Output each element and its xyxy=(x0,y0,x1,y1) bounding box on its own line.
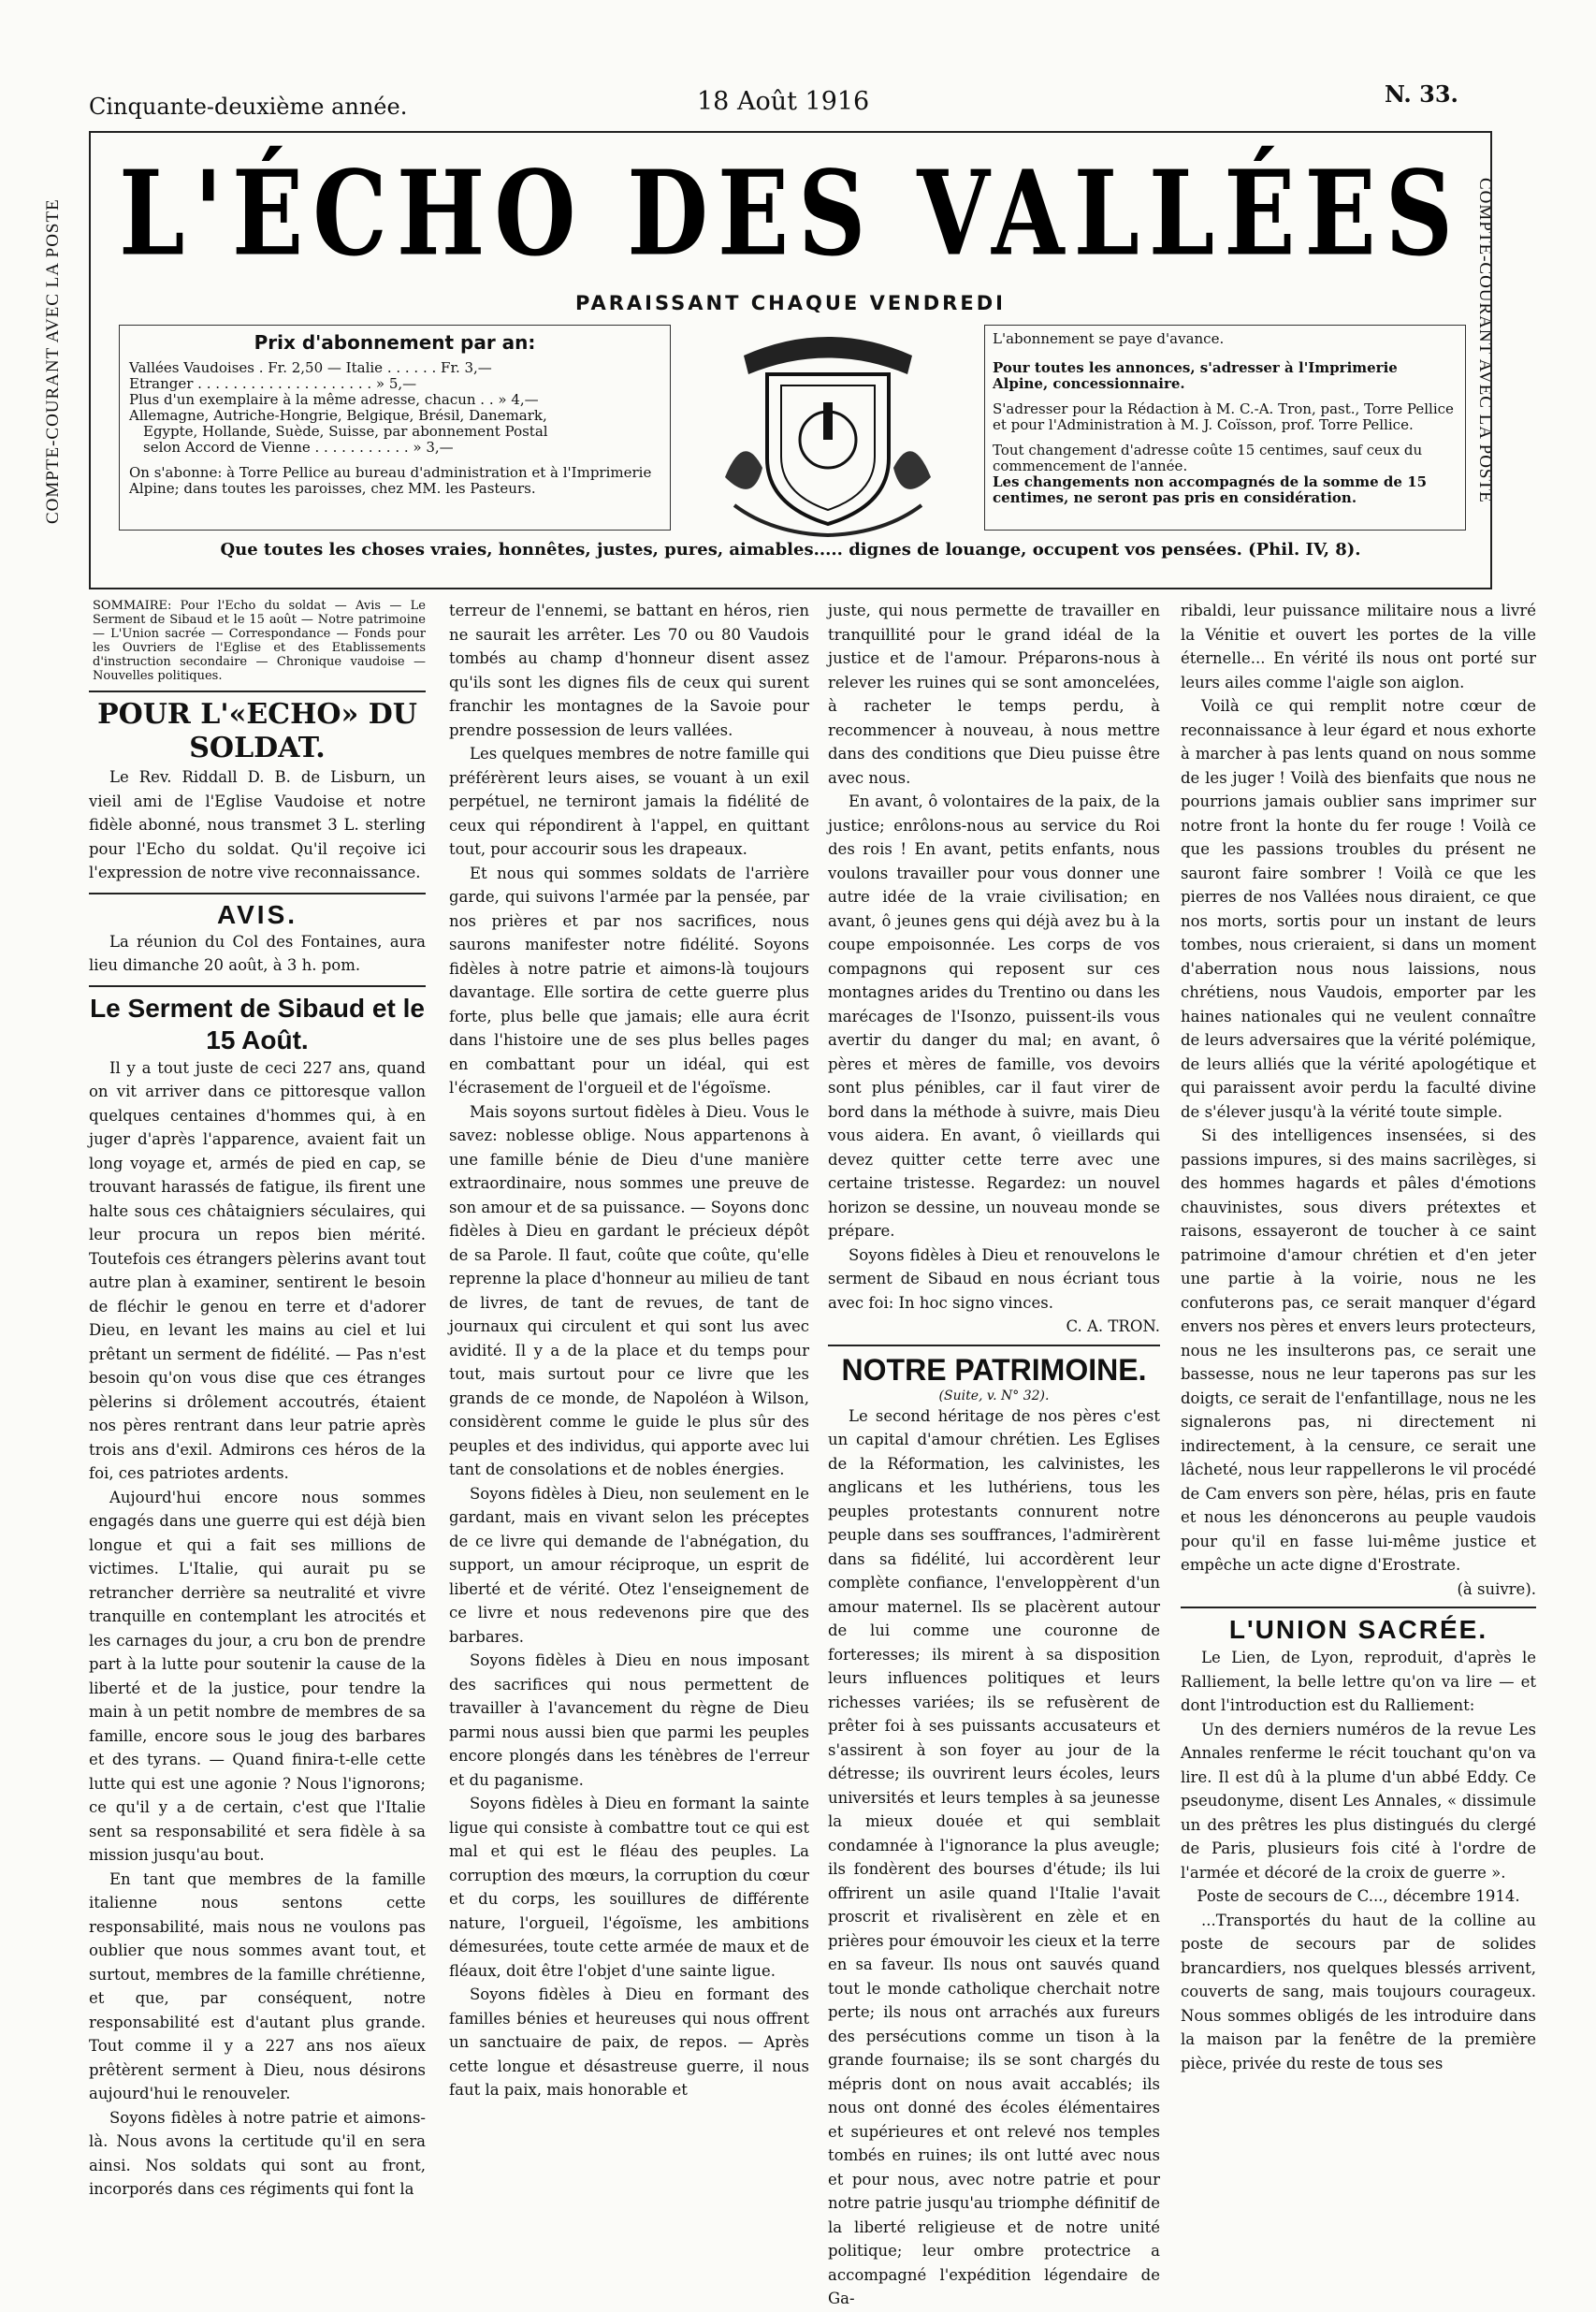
paragraph: Soyons fidèles à Dieu en nous imposant des sacrifices qui nous permettent de travailler à l'avancement du règne de Dieu parmi nous aussi bien que parmi les peuples encore plongés dans les ténèbres de l'erreur et du paganisme. xyxy=(449,1651,809,1789)
waldensian-crest-emblem xyxy=(706,318,950,538)
masthead xyxy=(89,131,1492,589)
to-be-continued: (à suivre). xyxy=(1457,1579,1536,1598)
paragraph: Aujourd'hui encore nous sommes engagés dans une guerre qui est déjà bien longue et qui a fait ses millions de victimes. L'Italie, qui aurait pu se retrancher derrière sa neutralité et vivre tranquille en contemplant les atrocités et les carnages du jour, a cru bon de prendre part à la lutte pour soutenir la cause de la liberté et de la justice, pour tendre la main à un petit nombre de membres de sa famille, encore sous le joug des barbares et des tyrans. — Quand finira-t-elle cette lutte qui est une agonie ? Nous l'ignorons; ce qu'il y a de certain, c'est que l'Italie sent sa responsabilité et sera fidèle à sa mission jusqu'au bout. xyxy=(89,1488,426,1864)
paragraph: Soyons fidèles à notre patrie et aimons-là. Nous avons la certitude qu'il en sera ainsi. Nos soldats qui sont au front, incorporés dans ces régiments qui font la xyxy=(89,2108,426,2198)
paragraph: ribaldi, leur puissance militaire nous a livré la Vénitie et ouvert les portes de la ville éternelle... En vérité ils nous ont porté sur leurs ailes comme l'aigle son aiglon. xyxy=(1181,602,1536,691)
paragraph: ...Transportés du haut de la colline au poste de secours par de solides brancardiers, nos quelques blessés arrivent, couverts de sang, mais toujours courageux. Nous sommes obligés de les introduire dans la maison par la fenêtre de la première pièce, privée du reste de tous ses xyxy=(1181,1911,1536,2072)
newspaper-subtitle: PARAISSANT CHAQUE VENDREDI xyxy=(575,292,1006,314)
paragraph: Et nous qui sommes soldats de l'arrière garde, qui suivons l'armée par la pensée, par nos prières et par nos sacrifices, nous saurons manifester notre fidélité. Soyons fidèles à notre patrie et aimons-là toujours davantage. Elle sortira de cette guerre plus forte, plus belle que jamais; elle aura écrit dans l'histoire une de ses plus belles pages en combattant pour un idéal, qui est l'écrasement de l'orgueil et de l'égoïsme. xyxy=(449,864,809,1097)
price-line: Plus d'un exemplaire à la même adresse, chacun . . » 4,— xyxy=(129,391,539,408)
paragraph: En tant que membres de la famille italienne nous sentons cette responsabilité, mais nous ne voulons pas oublier que nous sommes avant tout, et surtout, membres de la famille chrétienne, et que, par conséquent, notre responsabilité est d'autant plus grande. Tout comme il y a 227 ans nos aïeux prêtèrent serment à Dieu, nous désirons aujourd'hui le renouveler. xyxy=(89,1869,426,2102)
subscription-box xyxy=(119,325,671,531)
paragraph: Le Rev. Riddall D. B. de Lisburn, un vieil ami de l'Eglise Vaudoise et notre fidèle abonné, nous transmet 3 L. sterling pour l'Echo du soldat. Qu'il reçoive ici l'expression de notre vive reconnaissance. xyxy=(89,768,426,881)
issue-number: N. 33. xyxy=(1385,80,1458,108)
column-2 xyxy=(449,599,809,2102)
paragraph: Un des derniers numéros de la revue Les Annales renferme le récit touchant qu'on va lire. Il est dû à la plume d'un abbé Eddy. Ce pseudonyme, disent Les Annales, « dissimule un des prêtres les plus distingués du clergé de Paris, plusieurs fois cité à l'ordre de l'armée et décoré de la croix de guerre ». xyxy=(1181,1720,1536,1882)
price-line: Egypte, Hollande, Suède, Suisse, par abonnement Postal xyxy=(143,423,548,440)
column-4 xyxy=(1181,599,1536,2075)
notice: S'adresser pour la Rédaction à M. C.-A. Tron, past., Torre Pellice et pour l'Administration à M. J. Coïsson, prof. Torre Pellice. xyxy=(993,400,1454,433)
notice: Les changements non accompagnés de la somme de 15 centimes, ne seront pas pris en considération. xyxy=(993,473,1428,506)
paragraph: Les quelques membres de notre famille qui préférèrent leurs aises, se vouant à un exil perpétuel, ne terniront jamais la fidélité de ceux qui répondirent à l'appel, en quittant tout, pour accourir sous les drapeaux. xyxy=(449,745,809,858)
letter-place-date: Poste de secours de C..., décembre 1914. xyxy=(1197,1887,1520,1905)
paragraph: Soyons fidèles à Dieu en formant des familles bénies et heureuses qui nous offrent un sanctuaire de paix, de repos. — Après cette longue et désastreuse guerre, il nous faut la paix, mais honorable et xyxy=(449,1985,809,2099)
paragraph: Si des intelligences insensées, si des passions impures, si des mains sacrilèges, si des hommes hagards et pâles d'émotions chauvinistes, sous divers prétextes et raisons, essayeront de toucher à ce saint patrimoine d'amour chrétien et d'en jeter une partie à la voirie, nous ne les confuterons pas, ce serait manquer d'égard envers nos pères et envers leurs protecteurs, nous ne les insulterons pas, ce serait une bassesse, nous ne leur taperons pas sur les doigts, ce serait de l'enfantillage, nous ne les signalerons pas, ni directement ni indirectement, à la censure, ce serait une lâcheté, nous leur rappellerons le vil procédé de Cam envers son père, hélas, pris en faute et nous les dénoncerons au peuple vaudois pour qu'il en fasse lui-même justice et empêche un acte digne d'Erostrate. xyxy=(1181,1127,1536,1574)
postal-account-left: COMPTE-COURANT AVEC LA POSTE xyxy=(43,198,63,524)
paragraph: Voilà ce qui remplit notre cœur de reconnaissance à leur égard et nous exhorte à marcher à pas lents quand on nous somme de les juger ! Voilà des bienfaits que nous ne pourrions jamais oublier sans imprimer sur notre front la honte du fer rouge ! Voilà ce que les passions troubles du présent ne sauront faire sombrer ! Voilà ce que les pierres de nos Vallées nous diraient, ce que nos morts, sortis pour un instant de leurs tombes, nous crieraient, si dans un moment d'aberration nous nous laissions, nous chrétiens, nous Vaudois, emporter par les haines nationales qui ne veulent connaître de leurs adversaires que la vérité polémique, de leurs alliés que la vérité apologétique et qui paraissent avoir perdu la faculté divine de s'élever jusqu'à la vérité toute simple. xyxy=(1181,697,1536,1121)
headline-union-sacree: L'UNION SACRÉE. xyxy=(1228,1615,1488,1644)
paragraph: Soyons fidèles à Dieu et renouvelons le serment de Sibaud en nous écriant tous avec foi: In hoc signo vinces. xyxy=(828,1245,1160,1312)
price-line: Vallées Vaudoises . Fr. 2,50 — Italie . . . . . . Fr. 3,— xyxy=(129,359,492,376)
headline-serment-sibaud: Le Serment de Sibaud et le 15 Août. xyxy=(90,993,425,1054)
notice: L'abonnement se paye d'avance. xyxy=(993,330,1225,347)
summary: SOMMAIRE: Pour l'Echo du soldat — Avis — Le Serment de Sibaud et le 15 août — Notre patrimoine — L'Union sacrée — Correspondance — Fonds pour les Ouvriers de l'Eglise et des Etablissements d'instruction secondaire — Chronique vaudoise — Nouvelles politiques. xyxy=(93,599,426,683)
paragraph: Soyons fidèles à Dieu en formant la sainte ligue qui consiste à combattre tout ce qui est mal et qui est le fléau des peuples. La corruption des mœurs, la corruption du cœur et du corps, les souillures de différente nature, l'orgueil, l'égoïsme, les ambitions démesurées, toute cette armée de maux et de fléaux, doit être l'objet d'une sainte ligue. xyxy=(449,1795,809,1980)
headline-notre-patrimoine: NOTRE PATRIMOINE. xyxy=(841,1352,1147,1387)
price-line: Allemagne, Autriche-Hongrie, Belgique, Brésil, Danemark, xyxy=(129,407,547,424)
paragraph: La réunion du Col des Fontaines, aura lieu dimanche 20 août, à 3 h. pom. xyxy=(89,932,426,974)
signature: C. A. TRON. xyxy=(1066,1317,1160,1335)
paragraph: Le Lien, de Lyon, reproduit, d'après le Ralliement, la belle lettre qu'on va lire — et dont l'introduction est du Ralliement: xyxy=(1181,1649,1536,1714)
subscription-heading: Prix d'abonnement par an: xyxy=(254,331,536,354)
paragraph: En avant, ô volontaires de la paix, de la justice; enrôlons-nous au service du Roi des rois ! En avant, petits enfants, nous voulons travailler pour vous donner une autre idée de la vraie civilisation; en avant, ô jeunes gens qui déjà avez bu à la coupe empoisonnée. Les corps de vos compagnons qui reposent sur ces montagnes arides du Trentino ou dans les marécages de l'Isonzo, puissent-ils vous avertir du danger du mal; en avant, ô pères et mères de famille, vos devoirs sont plus pénibles, car il faut virer de bord dans la méthode à suivre, mais Dieu vous aidera. En avant, ô vieillards qui devez quitter cette terre avec une certaine tristesse. Regardez: un nouvel horizon se dessine, un nouveau monde se prépare. xyxy=(828,792,1160,1240)
subscription-note: On s'abonne: à Torre Pellice au bureau d'administration et à l'Imprimerie Alpine; dans toutes les paroisses, chez MM. les Pasteurs. xyxy=(129,464,652,497)
motto: Que toutes les choses vraies, honnêtes, justes, pures, aimables..... dignes de louange, occupent vos pensées. (Phil. IV, 8). xyxy=(220,540,1361,560)
issue-date: 18 Août 1916 xyxy=(697,87,870,116)
continued-note: (Suite, v. N° 32). xyxy=(938,1388,1050,1403)
notice: Pour toutes les annonces, s'adresser à l'Imprimerie Alpine, concessionnaire. xyxy=(993,359,1398,392)
column-1 xyxy=(89,599,426,2202)
newspaper-title: L'ÉCHO DES VALLÉES xyxy=(119,144,1462,283)
paragraph: juste, qui nous permette de travailler en tranquillité pour le grand idéal de la justice et de l'amour. Préparons-nous à relever les ruines qui se sont amoncelées, à racheter le temps perdu, à recommencer à nouveau, à nous mettre dans des conditions que Dieu puisse être avec nous. xyxy=(828,602,1160,787)
notice: Tout changement d'adresse coûte 15 centimes, sauf ceux du commencement de l'année. xyxy=(993,442,1423,474)
price-line: selon Accord de Vienne . . . . . . . . . . . » 3,— xyxy=(143,439,454,456)
column-3 xyxy=(828,599,1160,2311)
headline-echo-soldat: POUR L'«ECHO» DU SOLDAT. xyxy=(97,698,417,764)
paragraph: Le second héritage de nos pères c'est un capital d'amour chrétien. Les Eglises de la Réformation, les calvinistes, les anglicans et les luthériens, tous les peuples protestants connurent notre peuple dans ses souffrances, l'admirèrent dans sa fidélité, lui accordèrent leur complète confiance, l'enveloppèrent d'un amour maternel. Ils se placèrent autour de lui comme une couronne de forteresses; ils mirent à sa disposition leurs influences politiques et leurs richesses variées; ils se refusèrent de prêter foi à ses puissants accusateurs et s'assirent à son foyer au jour de la détresse; ils ouvrirent leurs écoles, leurs universités et leurs temples à sa jeunesse la mieux douée et qui semblait condamnée à l'ignorance la plus aveugle; ils fondèrent des bourses d'étude; ils lui offrirent un asile quand l'Italie l'avait proscrit et rivalisèrent en zèle et en prières pour émouvoir les cieux et la terre en sa faveur. Ils nous ont sauvés quand tout le monde catholique cherchait notre perte; ils nous ont arrachés aux fureurs des persécutions comme un tison à la grande fournaise; ils se sont chargés du mépris dont on nous avait accablés; ils nous ont donné des écoles élémentaires et supérieures et ont relevé nos temples tombés en ruines; ils ont lutté avec nous et pour nous, avec notre patrie et pour notre patrie jusqu'au triomphe définitif de la liberté religieuse et de notre unité politique; leur ombre protectrice a accompagné l'expédition légendaire de Ga- xyxy=(828,1406,1160,2307)
notices-box xyxy=(984,325,1466,531)
headline-avis: AVIS. xyxy=(216,899,298,929)
price-line: Etranger . . . . . . . . . . . . . . . . . . . . » 5,— xyxy=(129,375,417,392)
postal-account-right: COMPTE-COURANT AVEC LA POSTE xyxy=(1475,178,1495,503)
paragraph: Mais soyons surtout fidèles à Dieu. Vous le savez: noblesse oblige. Nous appartenons à une famille bénie de Dieu d'une manière extraordinaire, nous sommes une preuve de son amour et de sa puissance. — Soyons donc fidèles à Dieu en gardant le précieux dépôt de sa Parole. Il faut, coûte que coûte, qu'elle reprenne la place d'honneur au milieu de tant de livres, de tant de revues, de tant de journaux qui circulent et qui sont lus avec avidité. Il y a de la place et du temps pour tout, mais surtout pour ce livre que les grands de ce monde, de Napoléon à Wilson, considèrent comme le guide le plus sûr des peuples et des individus, qui apporte avec lui tant de consolations et de nobles énergies. xyxy=(449,1102,809,1478)
paragraph: terreur de l'ennemi, se battant en héros, rien ne saurait les arrêter. Les 70 ou 80 Vaudois tombés au champ d'honneur disent assez qu'ils sont les dignes fils de ceux qui surent franchir les montagnes de la Savoie pour prendre possession de leurs vallées. xyxy=(449,602,809,739)
year-label: Cinquante-deuxième année. xyxy=(89,94,408,120)
paragraph: Il y a tout juste de ceci 227 ans, quand on vit arriver dans ce pittoresque vallon quelques centaines d'hommes qui, à en juger d'après l'apparence, avaient fait un long voyage et, armés de pied en cap, se trouvant harassés de fatigue, ils firent une halte sous ces châtaigniers séculaires, qui leur procura un repos bien mérité. Toutefois ces étrangers pèlerins avant tout autre plan à examiner, sentirent le besoin de fléchir le genou en terre et d'adorer Dieu, en levant les mains au ciel et lui prêtant un serment de fidélité. — Pas n'est besoin qu'on vous dise que ces étranges pèlerins si drôlement accoutrés, étaient nos pères rentrant dans leur patrie après trois ans d'exil. Admirons ces héros de la foi, ces patriotes ardents. xyxy=(89,1058,426,1482)
paragraph: Soyons fidèles à Dieu, non seulement en le gardant, mais en vivant selon les préceptes de ce livre qui demande de l'abnégation, du support, un amour réciproque, un esprit de liberté et de vérité. Otez l'enseignement de ce livre et nous redevenons pire que des barbares. xyxy=(449,1484,809,1646)
